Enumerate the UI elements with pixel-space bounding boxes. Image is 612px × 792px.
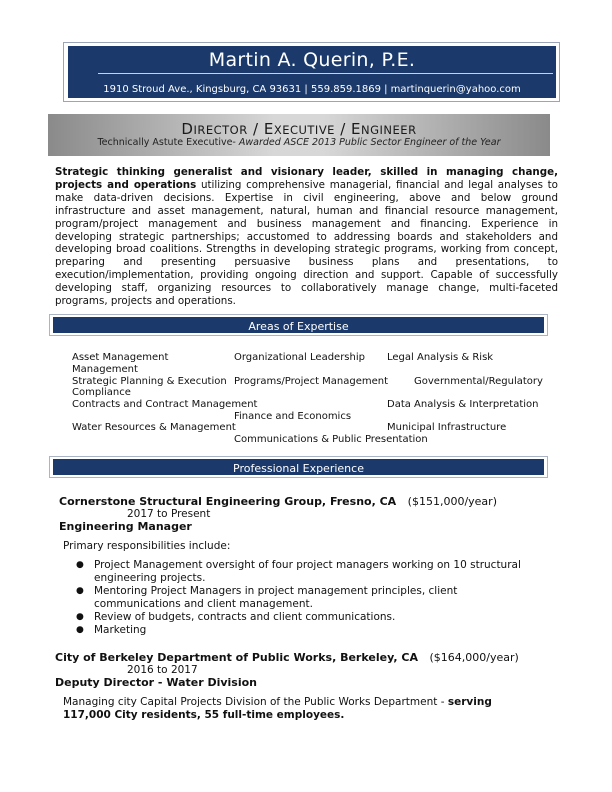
job-employer-line — [55, 651, 519, 664]
award-text: Awarded ASCE 2013 Public Sector Engineer of the Year — [238, 137, 501, 148]
skill-item: Finance and Economics — [234, 411, 352, 422]
skill-item: Asset Management — [72, 352, 169, 363]
title-subtitle: Technically Astute Executive- Awarded ASCE 2013 Public Sector Engineer of the Year — [97, 137, 501, 148]
contact-line: 1910 Stroud Ave., Kingsburg, CA 93631 | 559.859.1869 | martinquerin@yahoo.com — [103, 84, 521, 95]
job-description: Managing city Capital Projects Division of the Public Works Department - serving 117,000 City residents, 55 full-time employees. — [63, 696, 492, 721]
skill-item: Contracts and Contract Management — [72, 399, 258, 410]
name-divider — [98, 73, 553, 74]
list-item: ● Mentoring Project Managers in project management principles, client communications and client management. — [76, 585, 458, 610]
summary-lead: Strategic thinking generalist and visionary leader, skilled in managing change, projects and operations — [55, 166, 558, 191]
skill-item: Organizational Leadership — [234, 352, 365, 363]
list-item: ● Marketing — [76, 624, 147, 636]
job-employer: Cornerstone Structural Engineering Group, Fresno, CA — [59, 495, 397, 508]
skill-item: Compliance — [72, 387, 131, 398]
job-salary: ($151,000/year) — [407, 495, 497, 508]
skill-item: Municipal Infrastructure — [387, 422, 507, 433]
skill-item: Legal Analysis & Risk — [387, 352, 494, 363]
duties-list — [76, 559, 534, 637]
skill-item: Programs/Project Management — [234, 376, 389, 387]
experience-section-title: Professional Experience — [233, 462, 364, 475]
expertise-section-title: Areas of Expertise — [248, 320, 349, 333]
skill-item: Data Analysis & Interpretation — [387, 399, 539, 410]
list-item: ● Review of budgets, contracts and client communications. — [76, 611, 396, 623]
skill-item: Governmental/Regulatory — [414, 376, 543, 387]
list-item: ● Project Management oversight of four project managers working on 10 structural engineering projects. — [76, 559, 521, 584]
job-employer: City of Berkeley Department of Public Works, Berkeley, CA — [55, 651, 418, 664]
skill-item: Water Resources & Management — [72, 422, 236, 433]
job-dates: 2016 to 2017 — [127, 664, 198, 676]
job-dates: 2017 to Present — [127, 508, 211, 520]
job-intro: Primary responsibilities include: — [63, 540, 231, 552]
job-role: Engineering Manager — [59, 520, 192, 533]
candidate-name: Martin A. Querin, P.E. — [208, 49, 416, 71]
skill-item: Communications & Public Presentation — [234, 434, 428, 445]
job-salary: ($164,000/year) — [429, 651, 519, 664]
job-role: Deputy Director - Water Division — [55, 676, 258, 689]
job-employer-line — [59, 495, 497, 508]
summary-body: utilizing comprehensive managerial, financial and legal analyses to make data-driven decisions. Expertise in civil engineering, above and below ground infrastructure and asset management, natural, human and financial resource management, program/project management and business management and financing. Experience in developing strategic partnerships; accustomed to addressing boards and stakeholders and developing broad coalitions. Strengths in developing strategic programs, working from concept, preparing and presenting persuasive business plans and presentations, to execution/implementation, providing ongoing direction and support. Capable of successfully developing staff, organizing resources to collaboratively manage change, multi-faceted programs, projects and operations. — [55, 178, 558, 308]
professional-title: DIRECTOR / EXECUTIVE / ENGINEER — [181, 120, 417, 138]
summary-paragraph — [55, 166, 558, 308]
skill-item: Strategic Planning & Execution — [72, 376, 227, 387]
skill-item: Management — [72, 364, 138, 375]
